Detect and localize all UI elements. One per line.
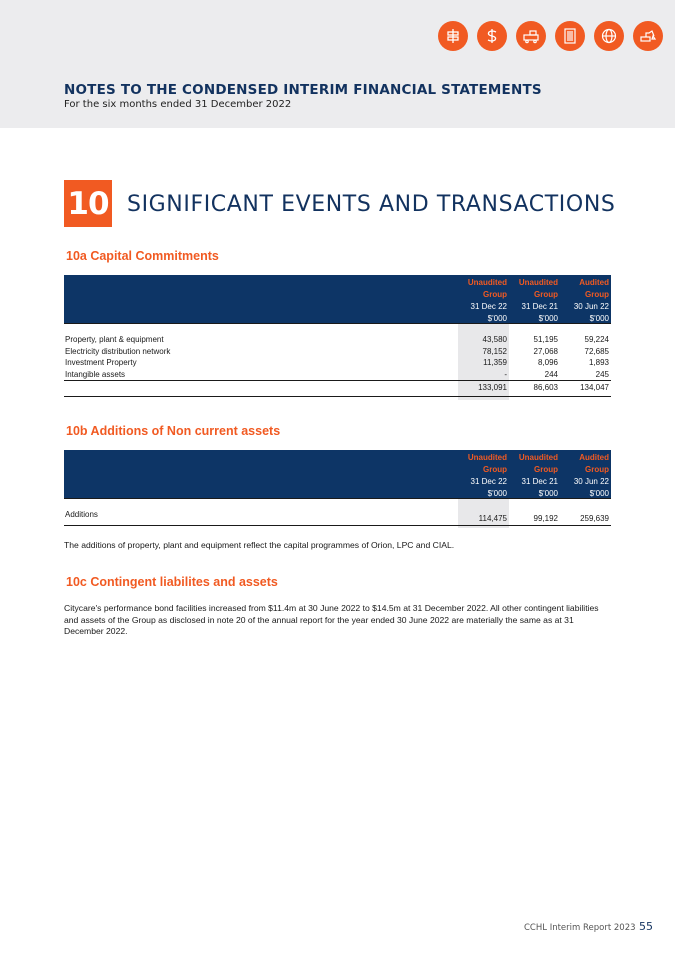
capital-commitments-heading: 10a Capital Commitments — [66, 249, 219, 263]
page-title: NOTES TO THE CONDENSED INTERIM FINANCIAL STATEMENTS — [64, 82, 542, 98]
divider — [64, 498, 611, 499]
globe-icon — [594, 21, 624, 51]
contingent-text: Citycare's performance bond facilities increased from $11.4m at 30 June 2022 to $14.5m at 31 December 2022. All other contingent liabilities and assets of the Group as disclosed in note 20 of the annual report for the year ended 30 June 2022 are materially the same as at 31 December 2022. — [64, 603, 599, 636]
building-icon — [555, 21, 585, 51]
additions-heading: 10b Additions of Non current assets — [66, 424, 281, 438]
table-row-values: 114,475 99,192 259,639 — [478, 514, 609, 523]
column-header: Unaudited Group 31 Dec 21 $'000 — [518, 278, 558, 323]
page-subtitle: For the six months ended 31 December 2022 — [64, 99, 292, 110]
additions-table — [64, 450, 611, 528]
excavator-icon — [633, 21, 663, 51]
dollar-sign-icon — [477, 21, 507, 51]
column-header: Audited Group 30 Jun 22 $'000 — [573, 278, 609, 323]
train-icon — [516, 21, 546, 51]
divider — [64, 323, 611, 324]
cross-sign-icon — [438, 21, 468, 51]
footer-report-name: CCHL Interim Report 2023 — [524, 923, 636, 933]
divider — [64, 396, 611, 397]
column-header: Unaudited Group 31 Dec 21 $'000 — [518, 453, 558, 498]
table-row: Property, plant & equipment 43,580 51,195 59,224 — [65, 335, 609, 344]
divider — [64, 525, 611, 526]
table-row: Electricity distribution network 78,152 27,068 72,685 — [65, 346, 609, 356]
section-number: 10 — [64, 180, 112, 227]
table-row: Additions — [65, 510, 98, 519]
additions-note: The additions of property, plant and equipment reflect the capital programmes of Orion, LPC and CIAL. — [64, 540, 455, 550]
contingent-heading: 10c Contingent liabilites and assets — [66, 575, 278, 589]
column-header: Unaudited Group 31 Dec 22 $'000 — [467, 453, 507, 498]
column-header: Unaudited Group 31 Dec 22 $'000 — [467, 278, 507, 323]
section-title: SIGNIFICANT EVENTS AND TRANSACTIONS — [127, 192, 616, 217]
capital-commitments-table — [64, 275, 611, 400]
table-header — [64, 275, 611, 323]
sector-icon-row — [438, 21, 663, 51]
table-header — [64, 450, 611, 498]
divider — [64, 380, 611, 381]
total-row: 133,091 86,603 134,047 — [478, 383, 609, 392]
column-header: Audited Group 30 Jun 22 $'000 — [573, 453, 609, 498]
table-row: Investment Property 11,359 8,096 1,893 — [65, 358, 609, 367]
table-row: Intangible assets - 244 245 — [65, 369, 609, 379]
page-number: 55 — [639, 920, 653, 933]
